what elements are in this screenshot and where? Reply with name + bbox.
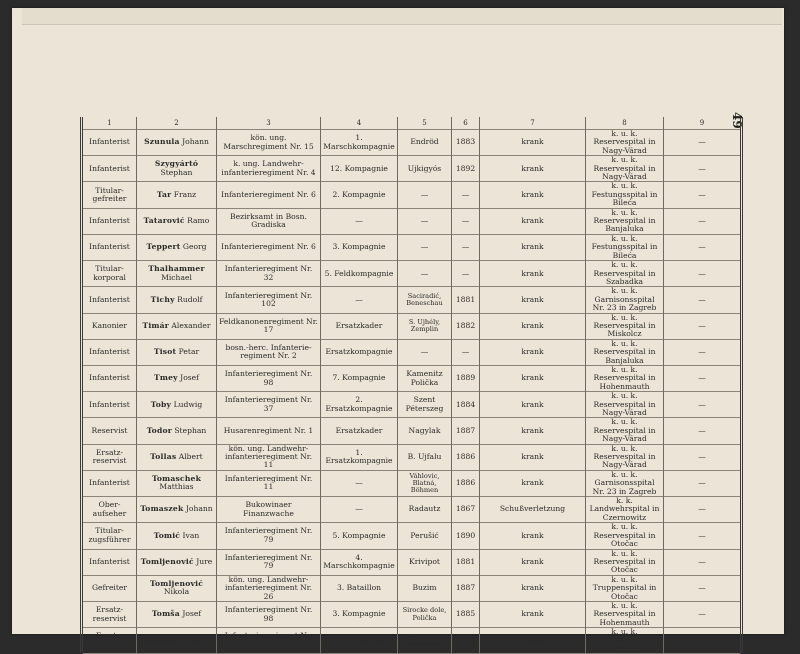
table-row (82, 392, 742, 418)
subunit-cell: Ersatzkader (321, 418, 398, 444)
unit-cell: kön. ung. Landwehr-infanterieregiment Nr. 26 (217, 575, 321, 601)
given-name: Nikola (163, 587, 190, 597)
table-row (82, 182, 742, 208)
name-cell (137, 444, 217, 470)
name-cell (137, 470, 217, 496)
given-name: Johann (183, 635, 211, 645)
place-cell: Kamenitz Polička (398, 365, 452, 391)
unit-cell: Infanterieregiment Nr. 6 (217, 182, 321, 208)
rank-cell: Reservist (82, 418, 137, 444)
unit-cell: Feldkanonenregiment Nr. 17 (217, 313, 321, 339)
table-row (82, 628, 742, 654)
name-cell (137, 313, 217, 339)
location-cell: k. u. k. Reservespital in Otočac (586, 549, 664, 575)
surname: Szunula (144, 137, 180, 147)
unit-cell: Infanterieregiment Nr. 11 (217, 470, 321, 496)
subunit-cell: 5. Feldkompagnie (321, 261, 398, 287)
unit-cell: kön. ung. Landwehr-infanterieregiment Nr. 11 (217, 444, 321, 470)
given-name: Albert (178, 452, 203, 462)
remark-cell: — (664, 575, 742, 601)
column-header: 4 (321, 117, 398, 130)
subunit-cell: — (321, 208, 398, 234)
place-cell: Olbersdorf, Landskron (398, 628, 452, 654)
place-cell: — (398, 208, 452, 234)
rank-cell: Ersatz-reservist (82, 628, 137, 654)
given-name: Michael (161, 272, 192, 282)
status-cell: krank (480, 418, 586, 444)
name-cell (137, 575, 217, 601)
unit-cell: Infanterieregiment Nr. 98 (217, 365, 321, 391)
rank-cell: Infanterist (82, 234, 137, 260)
subunit-cell: 7. Kompagnie (321, 365, 398, 391)
place-cell: Radautz (398, 497, 452, 523)
surname: Tatarović (143, 216, 185, 226)
remark-cell: — (664, 418, 742, 444)
unit-cell: bosn.-herc. Infanterie-regiment Nr. 2 (217, 339, 321, 365)
table-row (82, 339, 742, 365)
remark-cell: — (664, 234, 742, 260)
remark-cell: — (664, 339, 742, 365)
name-cell (137, 287, 217, 313)
table-row (82, 575, 742, 601)
rank-cell: Ober-aufseher (82, 497, 137, 523)
remark-cell: — (664, 497, 742, 523)
unit-cell: Infanterieregiment Nr. 79 (217, 549, 321, 575)
unit-cell: Infanterieregiment Nr. 98 (217, 601, 321, 627)
given-name: Josef (182, 609, 202, 619)
table-row (82, 470, 742, 496)
unit-cell: Infanterieregiment Nr. 6 (217, 234, 321, 260)
location-cell: k. k. Landwehrspital in Czernowitz (586, 497, 664, 523)
rank-cell: Infanterist (82, 208, 137, 234)
remark-cell: — (664, 392, 742, 418)
location-cell: k. u. k. Reservespital in Nagy-Várad (586, 418, 664, 444)
name-cell (137, 601, 217, 627)
table-row (82, 261, 742, 287)
location-cell: k. u. k. Truppenspital in Otočac (586, 575, 664, 601)
year-cell: 1887 (452, 418, 480, 444)
subunit-cell: 3. Bataillon (321, 575, 398, 601)
place-cell: Buzim (398, 575, 452, 601)
page-fold (22, 8, 782, 25)
name-cell (137, 523, 217, 549)
status-cell: Schußverletzung (480, 497, 586, 523)
remark-cell: — (664, 601, 742, 627)
subunit-cell: 2. Kompagnie (321, 182, 398, 208)
place-cell: Váhlovic, Blatná, Böhmen (398, 470, 452, 496)
location-cell: k. u. k. Reservespital in Szabadka (586, 261, 664, 287)
status-cell: krank (480, 130, 586, 156)
status-cell: krank (480, 549, 586, 575)
place-cell: — (398, 234, 452, 260)
year-cell: 1890 (452, 523, 480, 549)
year-cell: 1882 (452, 313, 480, 339)
rank-cell: Kanonier (82, 313, 137, 339)
unit-cell: Infanterieregiment Nr. 79 (217, 523, 321, 549)
name-cell (137, 339, 217, 365)
status-cell: krank (480, 234, 586, 260)
given-name: Ramo (187, 216, 210, 226)
rank-cell: Infanterist (82, 365, 137, 391)
table-row (82, 130, 742, 156)
rank-cell: Infanterist (82, 339, 137, 365)
year-cell: 1892 (452, 156, 480, 182)
table-row (82, 234, 742, 260)
column-header: 5 (398, 117, 452, 130)
given-name: Josef (180, 373, 199, 383)
location-cell: k. u. k. Reservespital in Hohenmauth (586, 628, 664, 654)
status-cell: krank (480, 339, 586, 365)
rank-cell: Infanterist (82, 156, 137, 182)
status-cell: krank (480, 261, 586, 287)
place-cell: Endröd (398, 130, 452, 156)
rank-cell: Ersatz-reservist (82, 444, 137, 470)
surname: Tomić (153, 530, 181, 540)
table-row (82, 444, 742, 470)
location-cell: k. u. k. Festungsspital in Bileća (586, 182, 664, 208)
name-cell (137, 234, 217, 260)
status-cell: krank (480, 208, 586, 234)
location-cell: k. u. k. Reservespital in Nagy-Várad (586, 156, 664, 182)
column-header: 3 (217, 117, 321, 130)
given-name: Georg (182, 242, 207, 252)
place-cell: Krivipot (398, 549, 452, 575)
table-row (82, 418, 742, 444)
unit-cell: kön. ung. Marschregiment Nr. 15 (217, 130, 321, 156)
place-cell: Szent Péterszeg (398, 392, 452, 418)
subunit-cell: 3. Kompagnie (321, 234, 398, 260)
place-cell: — (398, 261, 452, 287)
year-cell: 1883 (452, 130, 480, 156)
surname: Tomaschek (151, 474, 202, 484)
surname: Teppert (146, 242, 181, 252)
status-cell: krank (480, 470, 586, 496)
remark-cell: — (664, 313, 742, 339)
rank-cell: Infanterist (82, 549, 137, 575)
rank-cell: Titular-korporal (82, 261, 137, 287)
table-row (82, 208, 742, 234)
year-cell: — (452, 339, 480, 365)
surname: Tollas (150, 452, 177, 462)
rank-cell: Titular-zugsführer (82, 523, 137, 549)
place-cell: — (398, 339, 452, 365)
place-cell: Perušić (398, 523, 452, 549)
name-cell (137, 392, 217, 418)
subunit-cell: 3. Kompagnie (321, 601, 398, 627)
column-header: 6 (452, 117, 480, 130)
year-cell: — (452, 208, 480, 234)
status-cell: krank (480, 392, 586, 418)
unit-cell: Bukowinaer Finanzwache (217, 497, 321, 523)
name-cell (137, 497, 217, 523)
surname: Tomsche (142, 635, 182, 645)
table-row (82, 313, 742, 339)
table-row (82, 156, 742, 182)
remark-cell: — (664, 156, 742, 182)
location-cell: k. u. k. Garnisonsspital Nr. 23 in Zagreb (586, 287, 664, 313)
given-name: Rudolf (177, 294, 203, 304)
surname: Tmey (154, 373, 178, 383)
unit-cell: Husarenregiment Nr. 1 (217, 418, 321, 444)
name-cell (137, 365, 217, 391)
year-cell: 1881 (452, 549, 480, 575)
year-cell: 1867 (452, 497, 480, 523)
table-row (82, 601, 742, 627)
subunit-cell: 1. Ersatzkompagnie (321, 444, 398, 470)
surname: Timár (142, 320, 169, 330)
surname: Tomaszek (140, 504, 184, 514)
status-cell: krank (480, 575, 586, 601)
unit-cell: Infanterieregiment Nr. 37 (217, 392, 321, 418)
subunit-cell: Ersatzkompagnie (321, 339, 398, 365)
name-cell (137, 261, 217, 287)
subunit-cell: 1. Marschkompagnie (321, 130, 398, 156)
status-cell: krank (480, 182, 586, 208)
rank-cell: Infanterist (82, 470, 137, 496)
surname: Tomljenović (149, 578, 204, 588)
place-cell: — (398, 182, 452, 208)
year-cell: 1881 (452, 287, 480, 313)
unit-cell: Infanterieregiment Nr. 32 (217, 261, 321, 287)
place-cell: Saciradić, Beneschau (398, 287, 452, 313)
table-row (82, 365, 742, 391)
remark-cell: — (664, 523, 742, 549)
subunit-cell: — (321, 287, 398, 313)
year-cell: — (452, 234, 480, 260)
column-header: 1 (82, 117, 137, 130)
surname: Szygyártó (154, 159, 199, 169)
location-cell: k. u. k. Reservespital in Hohenmauth (586, 365, 664, 391)
location-cell: k. u. k. Reservespital in Banjaluka (586, 339, 664, 365)
surname: Tomša (151, 609, 180, 619)
subunit-cell: 4. Marschkompagnie (321, 549, 398, 575)
name-cell (137, 208, 217, 234)
remark-cell: — (664, 208, 742, 234)
status-cell: krank (480, 156, 586, 182)
subunit-cell: 12. Kompagnie (321, 156, 398, 182)
year-cell: 1887 (452, 575, 480, 601)
rank-cell: Titular-gefreiter (82, 182, 137, 208)
table-row (82, 497, 742, 523)
subunit-cell: — (321, 470, 398, 496)
casualty-list-table (80, 117, 743, 654)
column-header: 2 (137, 117, 217, 130)
given-name: Jure (196, 556, 213, 566)
rank-cell: Infanterist (82, 392, 137, 418)
remark-cell: — (664, 628, 742, 654)
remark-cell: — (664, 549, 742, 575)
subunit-cell: 6. Kompagnie (321, 628, 398, 654)
page-number: 49 (730, 112, 744, 129)
column-header: 7 (480, 117, 586, 130)
surname: Thalhammer (148, 264, 205, 274)
rank-cell: Ersatz-reservist (82, 601, 137, 627)
given-name: Alexander (171, 320, 211, 330)
unit-cell: k. ung. Landwehr-infanterieregiment Nr. 4 (217, 156, 321, 182)
status-cell: krank (480, 523, 586, 549)
status-cell: krank (480, 365, 586, 391)
unit-cell: Infanterieregiment Nr. 102 (217, 287, 321, 313)
given-name: Johann (182, 137, 209, 147)
subunit-cell: 5. Kompagnie (321, 523, 398, 549)
name-cell (137, 628, 217, 654)
rank-cell: Infanterist (82, 287, 137, 313)
given-name: Matthias (159, 482, 194, 492)
status-cell: krank (480, 601, 586, 627)
year-cell: 1885 (452, 601, 480, 627)
name-cell (137, 182, 217, 208)
year-cell: — (452, 261, 480, 287)
place-cell: S. Ujhély, Zemplin (398, 313, 452, 339)
table-row (82, 523, 742, 549)
column-header: 8 (586, 117, 664, 130)
table-row (82, 287, 742, 313)
year-cell: 1886 (452, 444, 480, 470)
year-cell: 1881 (452, 628, 480, 654)
unit-cell: Bezirksamt in Bosn. Gradiska (217, 208, 321, 234)
given-name: Ludwig (173, 399, 203, 409)
rank-cell: Gefreiter (82, 575, 137, 601)
remark-cell: — (664, 130, 742, 156)
name-cell (137, 418, 217, 444)
rank-cell: Infanterist (82, 130, 137, 156)
remark-cell: — (664, 444, 742, 470)
given-name: Johann (185, 504, 213, 514)
location-cell: k. u. k. Reservespital in Nagy-Várad (586, 444, 664, 470)
surname: Tichy (150, 294, 175, 304)
given-name: Franz (173, 189, 197, 199)
subunit-cell: 2. Ersatzkompagnie (321, 392, 398, 418)
location-cell: k. u. k. Festungsspital in Bileća (586, 234, 664, 260)
location-cell: k. u. k. Reservespital in Miskolcz (586, 313, 664, 339)
surname: Tomljenović (140, 556, 194, 566)
year-cell: 1886 (452, 470, 480, 496)
remark-cell: — (664, 261, 742, 287)
unit-cell: Infanterieregiment Nr. 98 (217, 628, 321, 654)
surname: Todor (146, 425, 172, 435)
status-cell: krank (480, 444, 586, 470)
location-cell: k. u. k. Reservespital in Nagy-Várad (586, 130, 664, 156)
remark-cell: — (664, 182, 742, 208)
given-name: Petar (178, 347, 200, 357)
table-body (82, 130, 742, 654)
subunit-cell: — (321, 497, 398, 523)
surname: Tisot (153, 347, 177, 357)
location-cell: k. u. k. Garnisonsspital Nr. 23 in Zagreb (586, 470, 664, 496)
remark-cell: — (664, 470, 742, 496)
year-cell: 1884 (452, 392, 480, 418)
name-cell (137, 156, 217, 182)
given-name: Stephan (174, 425, 207, 435)
given-name: Stephan (160, 167, 193, 177)
status-cell: krank (480, 287, 586, 313)
surname: Tar (156, 189, 172, 199)
year-cell: 1889 (452, 365, 480, 391)
remark-cell: — (664, 287, 742, 313)
table-row (82, 549, 742, 575)
year-cell: — (452, 182, 480, 208)
column-header: 9 (664, 117, 742, 130)
given-name: Ivan (182, 530, 200, 540)
column-number-row (82, 117, 742, 130)
status-cell: krank (480, 313, 586, 339)
status-cell: krank (480, 628, 586, 654)
location-cell: k. u. k. Reservespital in Hohenmauth (586, 601, 664, 627)
name-cell (137, 130, 217, 156)
place-cell: B. Ujfalu (398, 444, 452, 470)
place-cell: Nagylak (398, 418, 452, 444)
location-cell: k. u. k. Reservespital in Banjaluka (586, 208, 664, 234)
location-cell: k. u. k. Reservespital in Otočac (586, 523, 664, 549)
remark-cell: — (664, 365, 742, 391)
name-cell (137, 549, 217, 575)
subunit-cell: Ersatzkader (321, 313, 398, 339)
place-cell: Sirocke dole, Polička (398, 601, 452, 627)
surname: Toby (150, 399, 172, 409)
place-cell: Ujkigyós (398, 156, 452, 182)
location-cell: k. u. k. Reservespital in Nagy-Várad (586, 392, 664, 418)
